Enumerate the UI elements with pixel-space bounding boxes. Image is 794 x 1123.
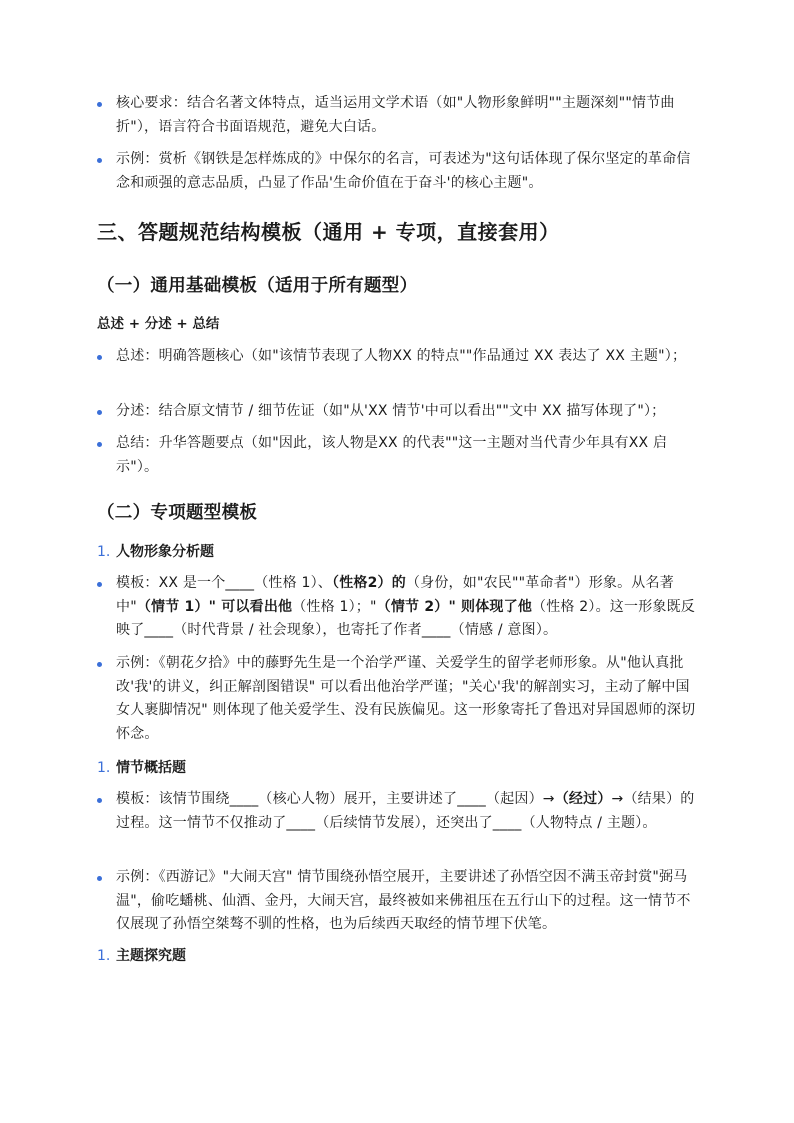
item-number: 1.	[97, 544, 111, 560]
item-number: 1.	[97, 760, 111, 776]
overview-text: 总述：明确答题核心（如"该情节表现了人物XX 的特点""作品通过 XX 表达了 XX 主题"）；	[116, 348, 687, 364]
list-item	[97, 866, 697, 937]
subsection-heading-special: （二）专项题型模板	[97, 503, 258, 523]
plot-template-text: 模板：该情节围绕____（核心人物）展开，主要讲述了____（起因）→（经过）→（结果）的过程。这一情节不仅推动了____（后续情节发展），还突出了____（人物特点 / 主题）。	[116, 791, 695, 831]
detail-text: 分述：结合原文情节 / 细节佐证（如"从'XX 情节'中可以看出""文中 XX 描写体现了"）；	[116, 403, 666, 419]
bullet-dot-icon	[97, 355, 102, 360]
bullet-dot-icon	[97, 442, 102, 447]
list-item	[97, 652, 697, 746]
list-item	[97, 432, 697, 479]
item-number: 1.	[97, 948, 111, 964]
item-label: 情节概括题	[116, 760, 186, 776]
item-label: 主题探究题	[116, 948, 186, 964]
summary-text: 总结：升华答题要点（如"因此，该人物是XX 的代表""这一主题对当代青少年具有XX 启示"）。	[116, 435, 668, 475]
character-example-text: 示例：《朝花夕拾》中的藤野先生是一个治学严谨、关爱学生的留学老师形象。从"他认真批改'我'的讲义，纠正解剖图错误" 可以看出他治学严谨；"关心'我'的解剖实习，主动了解中国女人裹脚情况" 则体现了他关爱学生、没有民族偏见。这一形象寄托了鲁迅对异国恩师的深切怀念。	[116, 655, 696, 742]
character-template-text: 模板：XX 是一个____（性格 1）、（性格2）的（身份，如"农民""革命者"）形象。从名著中"（情节 1）" 可以看出他（性格 1）；"（情节 2）" 则体现了他（性格 2）。这一形象既反映了____（时代背景 / 社会现象），也寄托了作者____（情感 / 意图）。	[116, 575, 695, 638]
numbered-item	[97, 945, 697, 969]
bullet-dot-icon	[97, 158, 102, 163]
bullet-dot-icon	[97, 876, 102, 881]
example-text: 示例：赏析《钢铁是怎样炼成的》中保尔的名言，可表述为"这句话体现了保尔坚定的革命信念和顽强的意志品质，凸显了作品'生命价值在于奋斗'的核心主题"。	[116, 151, 691, 191]
list-item	[97, 148, 697, 195]
structure-label: 总述 + 分述 + 总结	[97, 316, 220, 332]
section-heading: 三、答题规范结构模板（通用 + 专项，直接套用）	[97, 220, 560, 244]
bullet-dot-icon	[97, 582, 102, 587]
numbered-item	[97, 757, 697, 781]
list-item	[97, 345, 697, 369]
bullet-dot-icon	[97, 410, 102, 415]
core-requirement-text: 核心要求：结合名著文体特点，适当运用文学术语（如"人物形象鲜明""主题深刻""情节曲折"），语言符合书面语规范，避免大白话。	[116, 95, 675, 135]
subsection-heading-general: （一）通用基础模板（适用于所有题型）	[97, 276, 418, 296]
bullet-dot-icon	[97, 102, 102, 107]
bullet-dot-icon	[97, 798, 102, 803]
item-label: 人物形象分析题	[116, 544, 214, 560]
list-item	[97, 572, 697, 643]
plot-example-text: 示例：《西游记》"大闹天宫" 情节围绕孙悟空展开，主要讲述了孙悟空因不满玉帝封赏"弼马温"，偷吃蟠桃、仙酒、金丹，大闹天宫，最终被如来佛祖压在五行山下的过程。这一情节不仅展现了孙悟空桀骜不驯的性格，也为后续西天取经的情节埋下伏笔。	[116, 869, 691, 932]
list-item	[97, 92, 697, 139]
bullet-dot-icon	[97, 662, 102, 667]
numbered-item	[97, 541, 697, 565]
list-item	[97, 788, 697, 835]
list-item	[97, 400, 697, 424]
